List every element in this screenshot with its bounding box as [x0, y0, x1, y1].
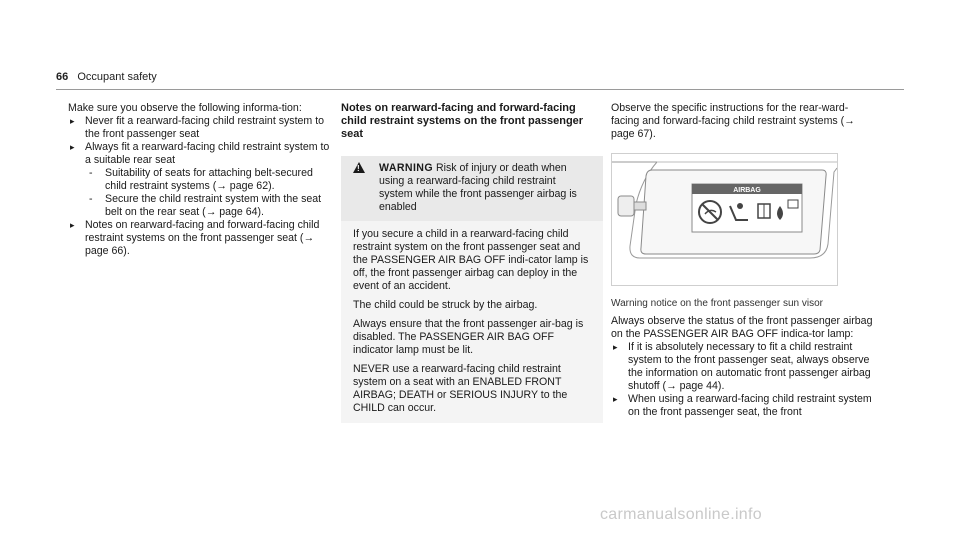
intro-text: Make sure you observe the following informa-tion: [68, 102, 302, 114]
header-divider [56, 89, 904, 90]
list-item: ▸ Never fit a rearward-facing child restraint system to the front passenger seat [68, 115, 330, 141]
instruction-list [68, 115, 330, 258]
airbag-label-text: AIRBAG [733, 187, 761, 194]
warning-keyword: WARNING [379, 162, 433, 174]
warning-header [341, 156, 603, 221]
list-item: ▸ Notes on rearward-facing and forward-facing child restraint systems on the front passenger seat (→ page 66). [68, 219, 330, 258]
section-name: Occupant safety [77, 71, 157, 83]
page-number: 66 [56, 71, 69, 83]
list-item: ▸ If it is absolutely necessary to fit a child restraint system to the front passenger seat, always observe the information on automatic front passenger airbag shutoff (→ page 44). [611, 341, 873, 393]
warning-box [341, 156, 603, 423]
warning-paragraph: If you secure a child in a rearward-facing child restraint system on the front passenger seat and the PASSENGER AIR BAG OFF indi-cator lamp is off, the front passenger airbag can deploy in the event of an accident. [353, 228, 589, 292]
warning-paragraph: Always ensure that the front passenger air-bag is disabled. The PASSENGER AIR BAG OFF indicator lamp must be lit. [353, 318, 584, 356]
sun-visor-illustration [612, 154, 837, 285]
intro-text: Observe the specific instructions for the rear-ward-facing and forward-facing child restraint systems (→ page 67). [611, 102, 855, 140]
warning-paragraph: The child could be struck by the airbag. [353, 299, 538, 311]
warning-headline-text: Risk of injury or death when using a rearward-facing child restraint system while the front passenger airbag is enabled [379, 162, 577, 213]
column-3 [611, 102, 873, 419]
sub-list-item: - Secure the child restraint system with the seat belt on the rear seat (→ page 64). [85, 193, 330, 219]
warning-headline [353, 162, 591, 214]
page-header [56, 71, 157, 84]
watermark: carmanualsonline.info [600, 506, 762, 523]
sub-list [85, 167, 330, 219]
column-2 [341, 102, 603, 423]
warning-paragraph: NEVER use a rearward-facing child restraint system on a seat with an ENABLED FRONT AIRBAG; DEATH or SERIOUS INJURY to the CHILD can occur. [353, 363, 568, 414]
warning-triangle-icon [353, 162, 365, 173]
sub-list-item: - Suitability of seats for attaching belt-secured child restraint systems (→ page 62). [85, 167, 330, 193]
column-1 [68, 102, 330, 258]
list-item-text: Always fit a rearward-facing child restraint system to a suitable rear seat [85, 141, 330, 166]
section-title: Notes on rearward-facing and forward-facing child restraint systems on the front passenger seat [341, 102, 584, 140]
warning-body [341, 221, 603, 423]
status-list [611, 341, 873, 419]
figure-caption: Warning notice on the front passenger sun visor [611, 298, 823, 309]
sun-visor-figure [611, 153, 838, 286]
list-item [68, 141, 330, 219]
list-item: ▸ When using a rearward-facing child restraint system on the front passenger seat, the front [611, 393, 873, 419]
status-paragraph: Always observe the status of the front passenger airbag on the PASSENGER AIR BAG OFF indica-tor lamp: [611, 315, 873, 340]
